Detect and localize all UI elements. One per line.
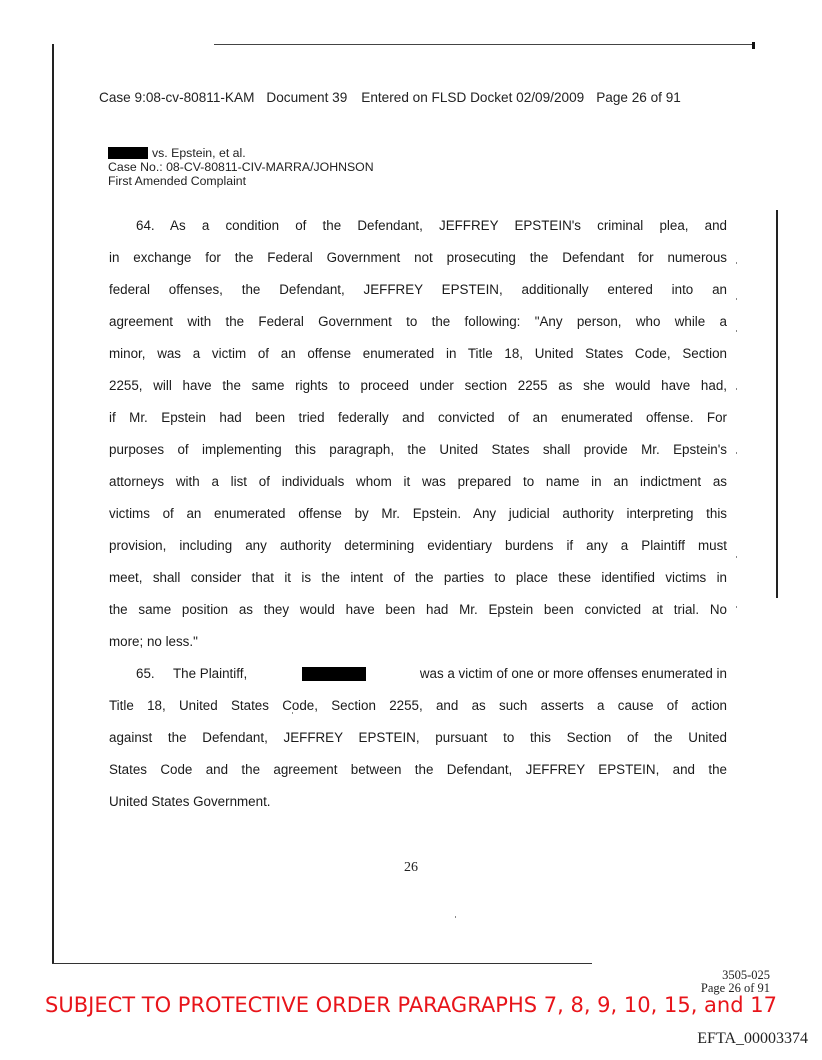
bottom-rule xyxy=(52,963,592,964)
docket-header xyxy=(99,90,681,105)
body-line: agreement with the Federal Government to the following: "Any person, who while a xyxy=(109,314,727,329)
paragraph-65-first-line xyxy=(136,666,727,681)
bates-code: 3505-025 xyxy=(722,968,770,982)
scan-speck xyxy=(736,330,737,332)
body-line: attorneys with a list of individuals whom it was prepared to name in an indictment as xyxy=(109,474,727,489)
body-line: against the Defendant, JEFFREY EPSTEIN, pursuant to this Section of the United xyxy=(109,730,727,745)
caption-document-title: First Amended Complaint xyxy=(108,174,247,189)
body-line: purposes of implementing this paragraph, the United States shall provide Mr. Epstein's xyxy=(109,442,727,457)
caption-line-1 xyxy=(108,146,374,160)
scan-speck xyxy=(455,916,456,918)
body-line: federal offenses, the Defendant, JEFFREY EPSTEIN, additionally entered into an xyxy=(109,282,727,297)
body-line: States Code and the agreement between the Defendant, JEFFREY EPSTEIN, and the xyxy=(109,762,727,777)
case-number: Case 9:08-cv-80811-KAM xyxy=(99,90,255,105)
para65-continuation: was a victim of one or more offenses enumerated in xyxy=(419,666,727,681)
document-number: Document 39 xyxy=(266,90,348,105)
caption-case-number: Case No.: 08-CV-80811-CIV-MARRA/JOHNSON xyxy=(108,160,374,175)
para65-start: 65. The Plaintiff, xyxy=(136,666,248,681)
body-line: 2255, will have the same rights to proceed under section 2255 as she would have had, xyxy=(109,378,727,393)
scan-speck xyxy=(736,388,737,390)
body-line: more; no less." xyxy=(109,634,198,649)
body-line: minor, was a victim of an offense enumerated in Title 18, United States Code, Section xyxy=(109,346,727,361)
caption-parties: vs. Epstein, et al. xyxy=(152,146,246,160)
body-line: in exchange for the Federal Government not prosecuting the Defendant for numerous xyxy=(109,250,727,265)
bates-page: Page 26 of 91 xyxy=(700,980,770,995)
page-number: 26 xyxy=(404,860,418,875)
scan-speck xyxy=(736,298,737,300)
redaction-box xyxy=(302,667,366,681)
protective-order-notice: SUBJECT TO PROTECTIVE ORDER PARAGRAPHS 7, 8, 9, 10, 15, and 17 xyxy=(45,993,777,1017)
body-line: victims of an enumerated offense by Mr. Epstein. Any judicial authority interpreting this xyxy=(109,506,727,521)
top-rule xyxy=(214,44,754,45)
left-margin-rule xyxy=(52,44,54,964)
scan-speck xyxy=(736,262,737,264)
right-margin-bar xyxy=(776,210,778,598)
redaction-box xyxy=(108,147,148,159)
entered-date: Entered on FLSD Docket 02/09/2009 xyxy=(361,90,585,105)
body-line: the same position as they would have been had Mr. Epstein been convicted at trial. No xyxy=(109,602,727,617)
body-line: provision, including any authority determining evidentiary burdens if any a Plaintiff must xyxy=(109,538,727,553)
scan-speck xyxy=(736,606,737,608)
scan-speck xyxy=(736,452,737,454)
bates-stamp xyxy=(701,969,770,994)
efta-identifier: EFTA_00003374 xyxy=(697,1030,808,1047)
body-line: meet, shall consider that it is the intent of the parties to place these identified victims in xyxy=(109,570,727,585)
case-caption xyxy=(108,146,374,189)
body-line: if Mr. Epstein had been tried federally and convicted of an enumerated offense. For xyxy=(109,410,727,425)
body-line: Title 18, United States Code, Section 2255, and as such asserts a cause of action xyxy=(109,698,727,713)
body-line: United States Government. xyxy=(109,794,271,809)
top-corner-mark xyxy=(752,42,755,49)
scan-speck xyxy=(736,556,737,558)
body-line: 64. As a condition of the Defendant, JEFFREY EPSTEIN's criminal plea, and xyxy=(136,218,727,233)
page-indicator: Page 26 of 91 xyxy=(596,90,681,105)
